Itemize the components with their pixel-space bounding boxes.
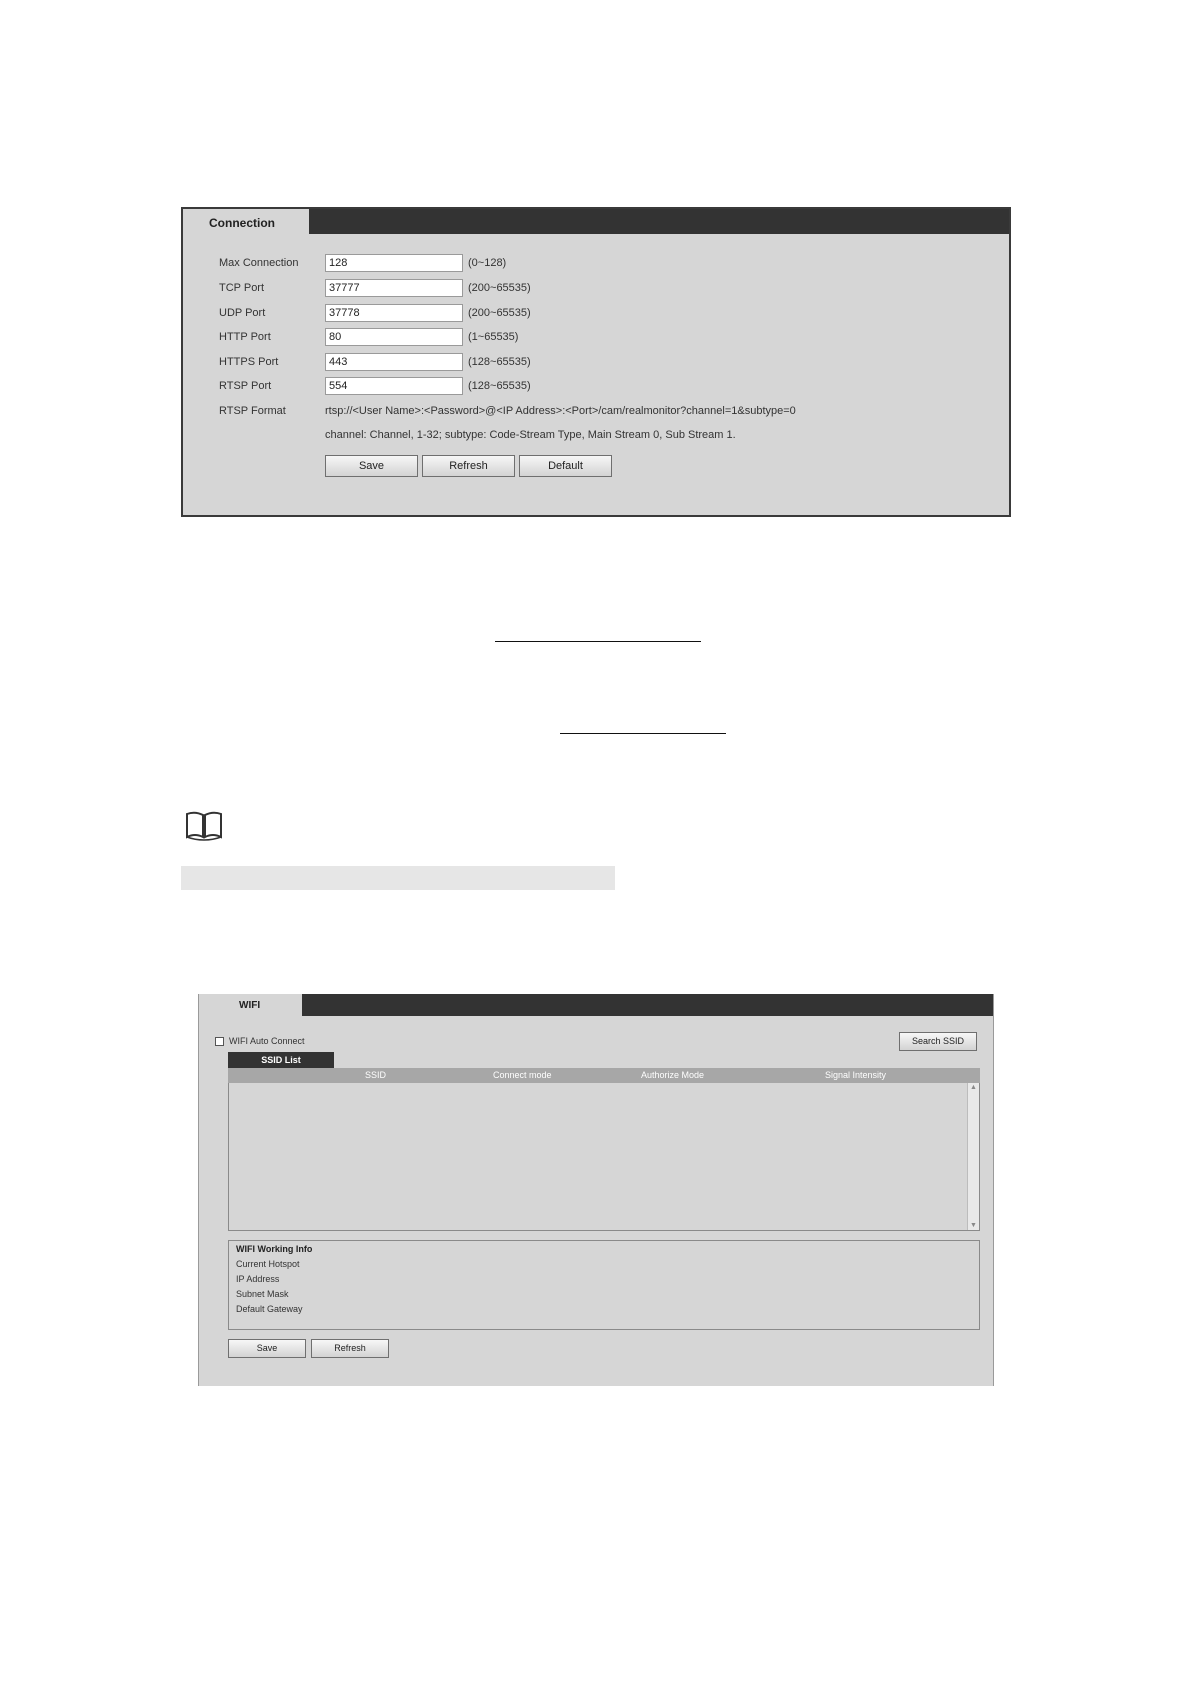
current-hotspot-label: Current Hotspot xyxy=(236,1259,300,1269)
working-info-title: WIFI Working Info xyxy=(236,1244,313,1254)
tab-ssid-list[interactable]: SSID List xyxy=(228,1052,334,1068)
default-button[interactable]: Default xyxy=(519,455,612,477)
column-header-ssid[interactable]: SSID xyxy=(365,1070,387,1080)
rtsp-port-field[interactable]: 554 xyxy=(325,377,463,395)
wifi-working-info xyxy=(228,1240,980,1330)
scroll-down-icon[interactable]: ▼ xyxy=(970,1222,977,1229)
underline-rule xyxy=(495,641,701,642)
scroll-up-icon[interactable]: ▲ xyxy=(970,1084,977,1091)
underline-rule xyxy=(560,733,726,734)
default-gateway-label: Default Gateway xyxy=(236,1304,303,1314)
tcp-port-field[interactable]: 37777 xyxy=(325,279,463,297)
wifi-auto-connect-checkbox[interactable] xyxy=(215,1037,224,1046)
ssid-list[interactable] xyxy=(228,1083,980,1231)
wifi-auto-connect-label: WIFI Auto Connect xyxy=(229,1036,305,1046)
rtsp-port-label: RTSP Port xyxy=(219,380,272,392)
note-bar xyxy=(181,866,615,890)
tcp-port-range: (200~65535) xyxy=(468,282,531,294)
save-button[interactable]: Save xyxy=(325,455,418,477)
rtsp-format-value: rtsp://<User Name>:<Password>@<IP Address>:<Port>/cam/realmonitor?channel=1&subtype=0 xyxy=(325,405,796,417)
ssid-table-header xyxy=(228,1068,980,1083)
book-icon xyxy=(184,810,224,842)
column-header-connect-mode[interactable]: Connect mode xyxy=(493,1070,552,1080)
wifi-refresh-button[interactable]: Refresh xyxy=(311,1339,389,1358)
rtsp-port-range: (128~65535) xyxy=(468,380,531,392)
ip-address-label: IP Address xyxy=(236,1274,280,1284)
wifi-save-button[interactable]: Save xyxy=(228,1339,306,1358)
max-connection-label: Max Connection xyxy=(219,257,299,269)
udp-port-field[interactable]: 37778 xyxy=(325,304,463,322)
https-port-label: HTTPS Port xyxy=(219,356,279,368)
column-header-authorize-mode[interactable]: Authorize Mode xyxy=(641,1070,705,1080)
ssid-list-scrollbar[interactable] xyxy=(967,1083,979,1230)
column-header-signal-intensity[interactable]: Signal Intensity xyxy=(825,1070,887,1080)
refresh-button[interactable]: Refresh xyxy=(422,455,515,477)
rtsp-format-note: channel: Channel, 1-32; subtype: Code-Stream Type, Main Stream 0, Sub Stream 1. xyxy=(325,429,736,441)
rtsp-format-label: RTSP Format xyxy=(219,405,286,417)
http-port-label: HTTP Port xyxy=(219,331,271,343)
subnet-mask-label: Subnet Mask xyxy=(236,1289,289,1299)
max-connection-field[interactable]: 128 xyxy=(325,254,463,272)
udp-port-range: (200~65535) xyxy=(468,307,531,319)
https-port-range: (128~65535) xyxy=(468,356,531,368)
tcp-port-label: TCP Port xyxy=(219,282,265,294)
wifi-header-bar xyxy=(199,994,993,1016)
http-port-range: (1~65535) xyxy=(468,331,519,343)
search-ssid-button[interactable]: Search SSID xyxy=(899,1032,977,1051)
http-port-field[interactable]: 80 xyxy=(325,328,463,346)
https-port-field[interactable]: 443 xyxy=(325,353,463,371)
udp-port-label: UDP Port xyxy=(219,307,266,319)
connection-panel xyxy=(181,207,1011,517)
max-connection-range: (0~128) xyxy=(468,257,507,269)
wifi-panel xyxy=(198,994,994,1386)
tab-connection[interactable]: Connection xyxy=(183,209,309,234)
tab-wifi[interactable]: WIFI xyxy=(199,994,302,1016)
